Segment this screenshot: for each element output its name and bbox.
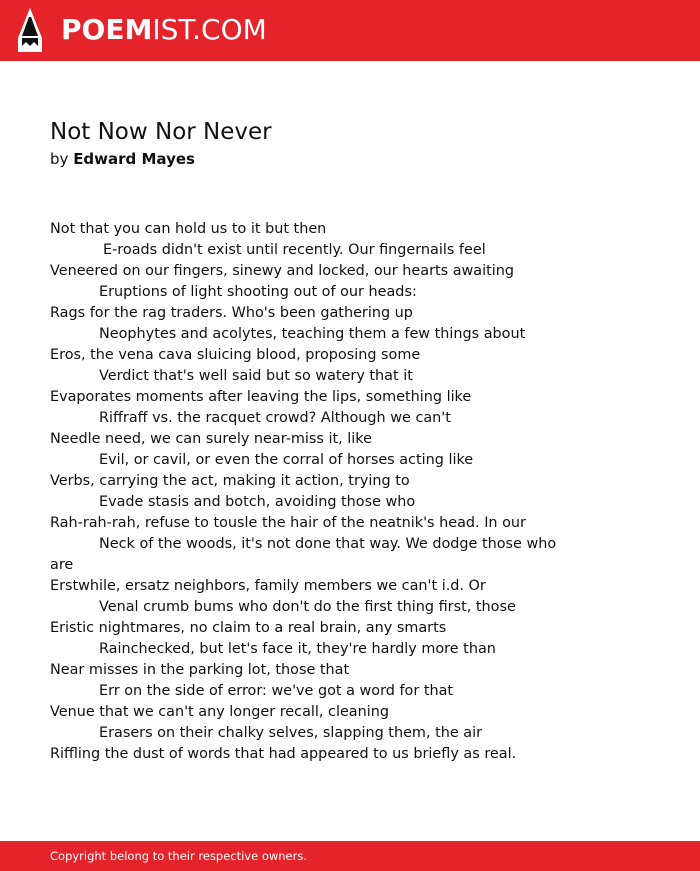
author-name: Edward Mayes: [73, 150, 195, 168]
poem-line: Riffraff vs. the racquet crowd? Although we can't: [99, 410, 451, 426]
poem-line: Rainchecked, but let's face it, they're hardly more than: [99, 641, 496, 657]
poem-line: Veneered on our fingers, sinewy and locked, our hearts awaiting: [50, 263, 515, 279]
poem-line: Erasers on their chalky selves, slapping them, the air: [99, 725, 483, 741]
site-logo-text[interactable]: [61, 13, 267, 47]
poem-line: Riffling the dust of words that had appeared to us briefly as real.: [50, 746, 517, 762]
site-footer: [0, 841, 700, 871]
poem-title: Not Now Nor Never: [50, 119, 272, 145]
poem-byline: [50, 149, 195, 169]
poem-line: Venue that we can't any longer recall, cleaning: [50, 704, 389, 720]
poem-line: Not that you can hold us to it but then: [50, 221, 327, 237]
poem-line: Evade stasis and botch, avoiding those who: [99, 494, 416, 510]
poem-line: Evaporates moments after leaving the lips, something like: [50, 389, 472, 405]
brand-bold: POEM: [61, 13, 153, 46]
poem-line: Needle need, we can surely near-miss it, like: [50, 431, 372, 447]
poem-line: Eros, the vena cava sluicing blood, proposing some: [50, 347, 421, 363]
poem-line: Rags for the rag traders. Who's been gathering up: [50, 305, 413, 321]
poem-line: Rah-rah-rah, refuse to tousle the hair of the neatnik's head. In our: [50, 515, 526, 531]
poem-line: Venal crumb bums who don't do the first thing first, those: [99, 599, 516, 615]
poem-line: Near misses in the parking lot, those that: [50, 662, 350, 678]
poem-line: Verdict that's well said but so watery that it: [99, 368, 413, 384]
brand-light: IST.COM: [152, 13, 267, 46]
poem-line: Verbs, carrying the act, making it action, trying to: [50, 473, 410, 489]
poem-line: are: [50, 557, 74, 573]
poem-line: Eristic nightmares, no claim to a real brain, any smarts: [50, 620, 447, 636]
poem-line: Eruptions of light shooting out of our heads:: [99, 284, 417, 300]
poem-line: E-roads didn't exist until recently. Our fingernails feel: [103, 242, 486, 258]
poem-line: Neophytes and acolytes, teaching them a few things about: [99, 326, 526, 342]
poem-line: Neck of the woods, it's not done that way. We dodge those who: [99, 536, 557, 552]
poem-line: Erstwhile, ersatz neighbors, family members we can't i.d. Or: [50, 578, 486, 594]
poem-line: Err on the side of error: we've got a word for that: [99, 683, 454, 699]
copyright-text: Copyright belong to their respective owners.: [50, 849, 308, 863]
byline-prefix: by: [50, 150, 69, 168]
poem-line: Evil, or cavil, or even the corral of horses acting like: [99, 452, 474, 468]
site-header: [0, 0, 700, 61]
pencil-tip-icon[interactable]: [18, 8, 42, 52]
poem-body: [50, 219, 650, 765]
